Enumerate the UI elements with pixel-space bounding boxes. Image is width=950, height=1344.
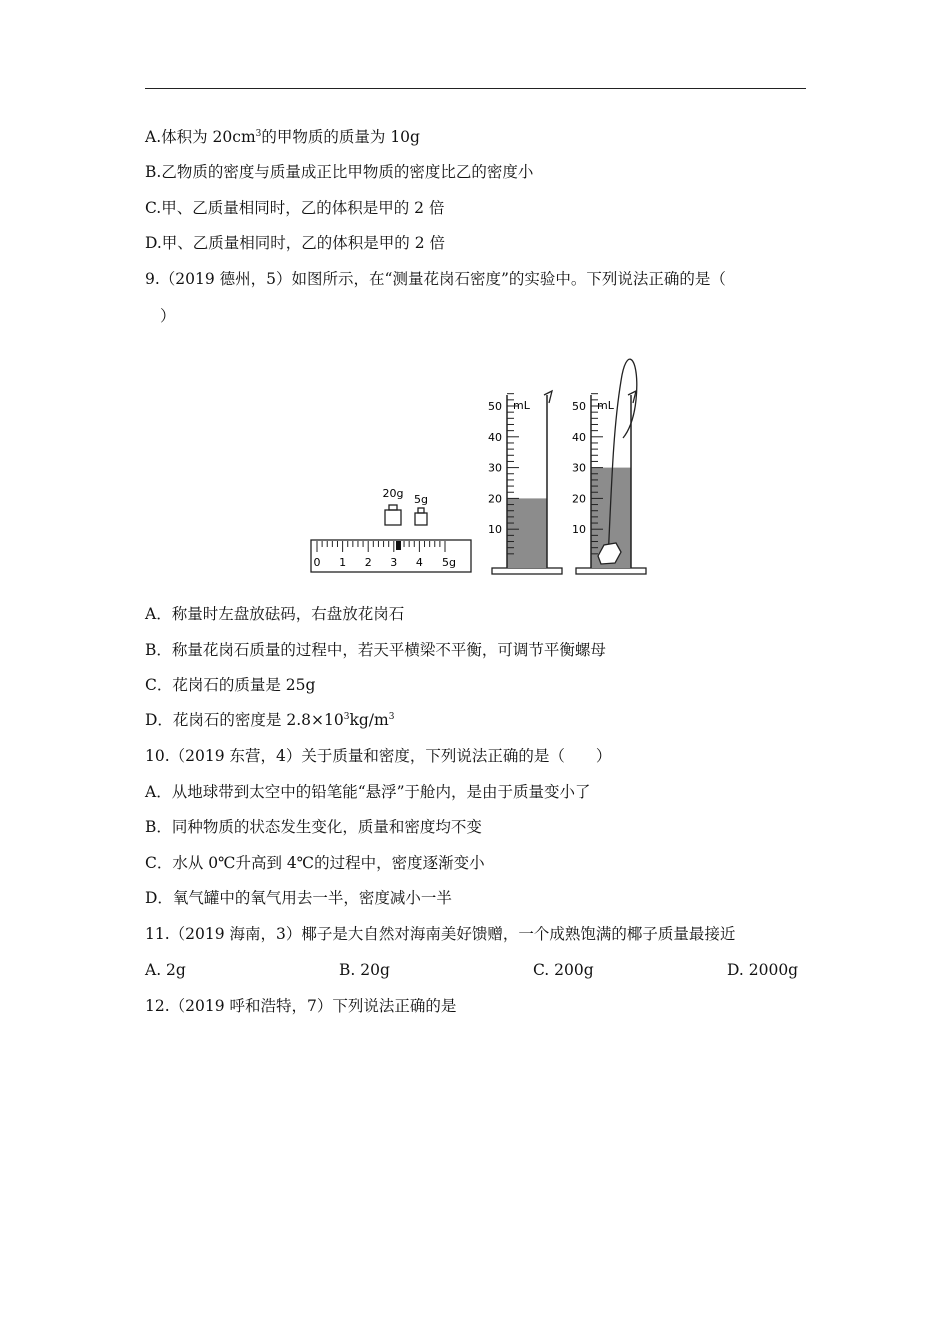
cylinder-before — [488, 391, 562, 574]
ruler-label: 4 — [415, 556, 423, 569]
cylinder-base — [576, 568, 646, 574]
q10-stem: 10.（2019 东营，4）关于质量和密度，下列说法正确的是（ ） — [145, 747, 612, 765]
cylinder-base — [492, 568, 562, 574]
balance-scale-ruler — [311, 540, 471, 572]
q8-option-c: C.甲、乙质量相同时，乙的体积是甲的 2 倍 — [145, 199, 445, 217]
q8-option-a — [145, 127, 420, 147]
q9-option-d-sup1: 3 — [343, 712, 350, 722]
q11-option-c: C. 200g — [533, 961, 594, 979]
liquid — [507, 498, 547, 568]
q9-option-a: A．称量时左盘放砝码，右盘放花岗石 — [145, 605, 405, 623]
ruler-label: 3 — [390, 556, 398, 569]
q10-option-c: C．水从 0℃升高到 4℃的过程中，密度逐渐变小 — [145, 854, 485, 872]
q8-option-a-text-2: 的甲物质的质量为 10g — [261, 128, 420, 146]
cylinder-unit: mL — [597, 399, 614, 412]
rider — [396, 541, 401, 550]
q9-option-d-text: D．花岗石的密度是 2.8×10 — [145, 711, 344, 729]
q8-option-b: B.乙物质的密度与质量成正比甲物质的密度比乙的密度小 — [145, 163, 534, 181]
cylinder-tick-label: 10 — [572, 523, 586, 537]
cylinder-tick-label: 40 — [488, 430, 502, 444]
q11-option-b: B. 20g — [339, 961, 390, 979]
q8-option-a-sup: 3 — [255, 129, 262, 139]
cylinder-tick-label: 50 — [572, 400, 586, 413]
ruler-label: 2 — [364, 556, 372, 569]
q8-option-d: D.甲、乙质量相同时，乙的体积是甲的 2 倍 — [145, 234, 446, 252]
weight-20g-label: 20g — [382, 487, 404, 500]
q9-figure — [300, 355, 650, 580]
q8-option-a-text: A.体积为 20cm — [145, 128, 256, 146]
weight-20g — [383, 487, 404, 525]
cylinder-unit: mL — [513, 399, 530, 412]
q10-option-d: D．氧气罐中的氧气用去一半，密度减小一半 — [145, 889, 452, 907]
cylinder-tick-label: 30 — [488, 461, 502, 475]
q9-option-d-unit: kg/m — [349, 711, 389, 729]
cylinder-tick-label: 20 — [572, 492, 586, 506]
ruler-label: 0 — [313, 556, 321, 569]
q9-stem-cont: ） — [160, 307, 176, 325]
ruler-label: 5g — [442, 556, 456, 569]
cylinder-spout — [628, 391, 636, 403]
q11-option-a: A. 2g — [145, 961, 186, 979]
cylinder-tick-label: 20 — [488, 492, 502, 506]
cylinder-tick-label: 40 — [572, 430, 586, 444]
cylinder-tick-label: 30 — [572, 461, 586, 475]
weight-5g — [414, 493, 428, 525]
weight-5g-label: 5g — [414, 493, 428, 506]
q10-option-b: B．同种物质的状态发生变化，质量和密度均不变 — [145, 818, 482, 836]
q10-option-a: A．从地球带到太空中的铅笔能“悬浮”于舱内，是由于质量变小了 — [145, 783, 591, 801]
cylinder-spout — [544, 391, 552, 403]
q9-option-d — [145, 710, 394, 730]
q9-option-d-sup2: 3 — [388, 712, 395, 722]
q11-option-d: D. 2000g — [727, 961, 799, 979]
q11-stem: 11.（2019 海南，3）椰子是大自然对海南美好馈赠，一个成熟饱满的椰子质量最接近 — [145, 925, 736, 943]
q9-option-c: C．花岗石的质量是 25g — [145, 676, 316, 694]
header-rule — [145, 88, 806, 89]
q9-stem: 9.（2019 德州，5）如图所示，在“测量花岗石密度”的实验中。下列说法正确的是（ — [145, 270, 726, 288]
cylinder-tick-label: 10 — [488, 523, 502, 537]
q12-stem: 12.（2019 呼和浩特，7）下列说法正确的是 — [145, 997, 457, 1015]
ruler-label: 1 — [339, 556, 347, 569]
q9-option-b: B．称量花岗石质量的过程中，若天平横梁不平衡，可调节平衡螺母 — [145, 641, 606, 659]
cylinder-tick-label: 50 — [488, 400, 502, 413]
